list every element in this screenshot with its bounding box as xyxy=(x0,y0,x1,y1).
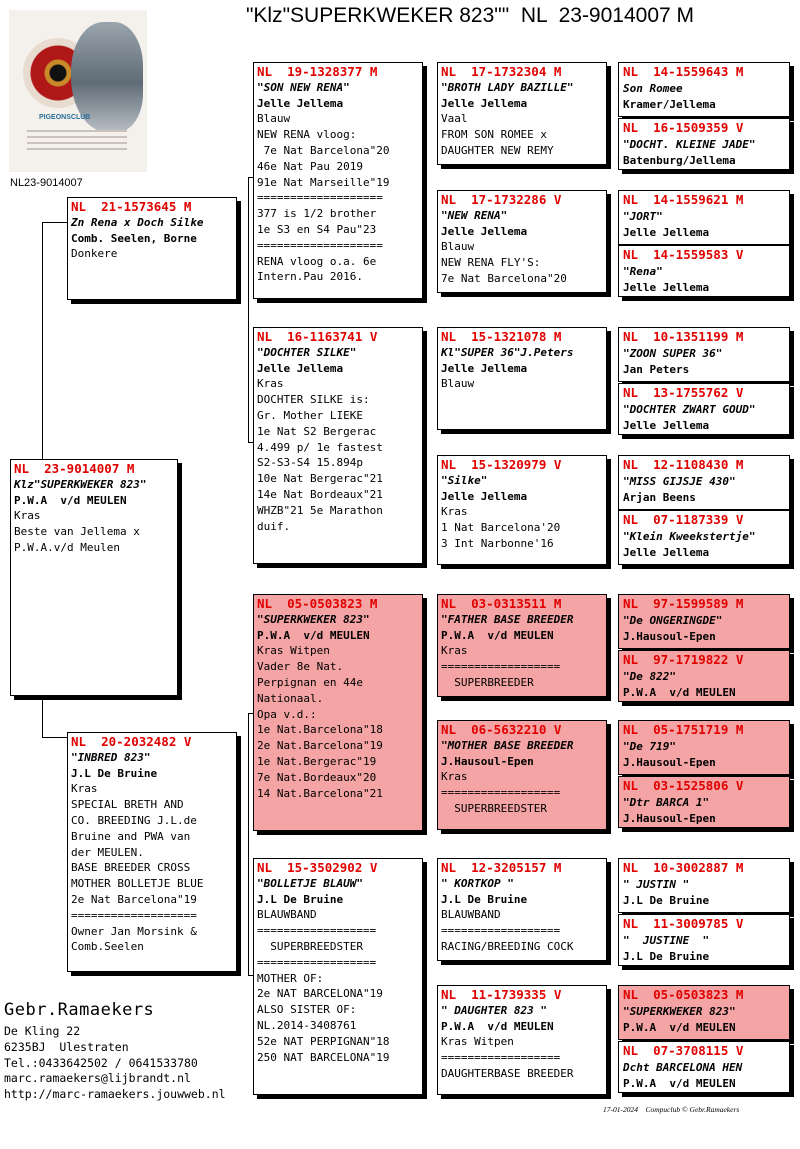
owner-name: J.L De Bruine xyxy=(623,950,710,963)
owner-name: J.L De Bruine xyxy=(441,892,528,906)
ring-number: NL 14-1559621 M xyxy=(623,192,744,207)
description-line: 377 is 1/2 brother xyxy=(257,207,377,221)
pigeon-name: Klz"SUPERKWEKER 823" xyxy=(14,477,147,491)
breeder-address xyxy=(4,1000,226,1103)
description-line: 1e Nat S2 Bergerac xyxy=(257,424,377,438)
description-line: Donkere xyxy=(71,247,118,261)
pigeon-card xyxy=(437,985,607,1095)
description-line: 52e NAT PERPIGNAN"18 xyxy=(257,1034,390,1048)
ring-number: NL 06-5632210 V xyxy=(441,722,562,737)
description-line: ================== xyxy=(441,660,561,674)
owner-name: Kramer/Jellema xyxy=(623,98,716,111)
description-line: 3 Int Narbonne'16 xyxy=(441,536,554,550)
owner-name: Batenburg/Jellema xyxy=(623,154,736,167)
owner-name: J.Hausoul-Epen xyxy=(623,756,716,769)
description-line: Opa v.d.: xyxy=(257,707,317,721)
description-line: DAUGHTERBASE BREEDER xyxy=(441,1066,574,1080)
pigeon-card xyxy=(618,245,790,297)
description-line: P.W.A.v/d Meulen xyxy=(14,540,120,554)
pigeon-name: "MISS GIJSJE 430" xyxy=(623,474,736,488)
description-line: der MEULEN. xyxy=(71,845,144,859)
description-line: SUPERBREEDER xyxy=(441,675,534,689)
description-line: 1e S3 en S4 Pau"23 xyxy=(257,222,377,236)
description-line: ================== xyxy=(257,955,377,969)
ring-number: NL 14-1559583 V xyxy=(623,247,744,262)
ring-number: NL 03-1525806 V xyxy=(623,778,744,793)
pigeon-name: Kl"SUPER 36"J.Peters xyxy=(441,345,574,359)
owner-name: J.L De Bruine xyxy=(257,892,344,906)
description-line: Blauw xyxy=(257,112,291,126)
description-line: SUPERBREEDSTER xyxy=(441,801,547,815)
description-line: NEW RENA FLY'S: xyxy=(441,256,541,270)
description-line: =================== xyxy=(257,238,383,252)
description-line: 7e Nat Barcelona"20 xyxy=(441,271,567,285)
owner-name: P.W.A v/d MEULEN xyxy=(441,1019,554,1033)
pigeon-name: "ZOON SUPER 36" xyxy=(623,346,723,360)
ring-number: NL 23-9014007 M xyxy=(14,461,135,476)
description-line: RACING/BREEDING COCK xyxy=(441,939,574,953)
photo-text-lines xyxy=(27,126,127,154)
website-link[interactable]: http://marc-ramaekers.jouwweb.nl xyxy=(4,1087,226,1102)
description-line: Kras xyxy=(441,644,468,658)
pigeon-name: "SUPERKWEKER 823" xyxy=(257,612,370,626)
description-line: Kras xyxy=(441,770,468,784)
owner-name: Jelle Jellema xyxy=(441,361,528,375)
owner-name: J.Hausoul-Epen xyxy=(623,812,716,825)
page-title: "Klz"SUPERKWEKER 823"" NL 23-9014007 M xyxy=(245,4,695,27)
ring-number: NL 17-1732286 V xyxy=(441,192,562,207)
description-line: =================== xyxy=(257,191,383,205)
description-line: Gr. Mother LIEKE xyxy=(257,408,363,422)
connector xyxy=(248,177,249,442)
description-line: Vader 8e Nat. xyxy=(257,660,344,674)
owner-name: J.Hausoul-Epen xyxy=(441,754,534,768)
description-line: Intern.Pau 2016. xyxy=(257,270,363,284)
breeder-name: Gebr.Ramaekers xyxy=(4,1000,155,1020)
pigeon-card xyxy=(618,1041,790,1093)
ring-number: NL 12-3205157 M xyxy=(441,860,562,875)
ring-number: NL 13-1755762 V xyxy=(623,385,744,400)
owner-name: Jelle Jellema xyxy=(441,96,528,110)
description-line: Blauw xyxy=(441,240,475,254)
pigeon-name: " KORTKOP " xyxy=(441,876,514,890)
description-line: duif. xyxy=(257,519,291,533)
description-line: 14e Nat Bordeaux"21 xyxy=(257,487,383,501)
description-line: SUPERBREEDSTER xyxy=(257,939,363,953)
email-line[interactable]: marc.ramaekers@lijbrandt.nl xyxy=(4,1071,191,1086)
description-line: Kras Witpen xyxy=(441,1035,514,1049)
pigeon-card xyxy=(253,594,423,831)
pigeon-name: Son Romee xyxy=(623,81,683,95)
description-line: CO. BREEDING J.L.de xyxy=(71,813,197,827)
ring-number: NL 10-3002887 M xyxy=(623,860,744,875)
description-line: RENA vloog o.a. 6e xyxy=(257,254,377,268)
pigeon-name: "DOCHT. KLEINE JADE" xyxy=(623,137,756,151)
pigeon-card xyxy=(437,190,607,293)
owner-name: P.W.A v/d MEULEN xyxy=(623,1021,736,1034)
ring-number: NL 14-1559643 M xyxy=(623,64,744,79)
ring-number: NL 05-0503823 M xyxy=(257,596,378,611)
owner-name: Jelle Jellema xyxy=(257,96,344,110)
pigeon-name: "FATHER BASE BREEDER xyxy=(441,612,574,626)
pigeon-name: "NEW RENA" xyxy=(441,208,508,222)
description-line: 1e Nat.Barcelona"18 xyxy=(257,723,383,737)
ring-number: NL 07-1187339 V xyxy=(623,512,744,527)
ring-number: NL 20-2032482 V xyxy=(71,734,192,749)
pigeon-card xyxy=(253,858,423,1095)
description-line: 1 Nat Barcelona'20 xyxy=(441,521,561,535)
description-line: Kras Witpen xyxy=(257,644,330,658)
description-line: Nationaal. xyxy=(257,691,324,705)
owner-name: Jelle Jellema xyxy=(623,419,710,432)
ring-number: NL 15-3502902 V xyxy=(257,860,378,875)
ring-number: NL 16-1163741 V xyxy=(257,329,378,344)
pigeon-card xyxy=(618,776,790,828)
description-line: S2-S3-S4 15.894p xyxy=(257,456,363,470)
description-line: Perpignan en 44e xyxy=(257,675,363,689)
description-line: 10e Nat Bergerac"21 xyxy=(257,472,383,486)
pigeon-name: "MOTHER BASE BREEDER xyxy=(441,738,574,752)
pigeon-card xyxy=(437,62,607,165)
pigeon-name: " JUSTINE " xyxy=(623,933,710,947)
pigeon-name: "DOCHTER SILKE" xyxy=(257,345,357,359)
connector xyxy=(42,737,69,738)
owner-name: Comb. Seelen, Borne xyxy=(71,231,197,245)
description-line: SPECIAL BRETH AND xyxy=(71,798,184,812)
ring-number: NL 97-1599589 M xyxy=(623,596,744,611)
pigeon-card xyxy=(67,197,237,300)
pigeon-card xyxy=(618,985,790,1040)
ring-number: NL 21-1573645 M xyxy=(71,199,192,214)
pigeon-name: " JUSTIN " xyxy=(623,877,690,891)
ring-number: NL 10-1351199 M xyxy=(623,329,744,344)
ring-number: NL 03-0313511 M xyxy=(441,596,562,611)
ring-number: NL 16-1509359 V xyxy=(623,120,744,135)
description-line: Vaal xyxy=(441,112,468,126)
description-line: Beste van Jellema x xyxy=(14,525,140,539)
description-line: 1e Nat.Bergerac"19 xyxy=(257,754,377,768)
description-line: MOTHER BOLLETJE BLUE xyxy=(71,877,204,891)
pigeon-name: "SON NEW RENA" xyxy=(257,80,350,94)
description-line: MOTHER OF: xyxy=(257,971,324,985)
pigeon-card xyxy=(618,383,790,435)
description-line: 46e Nat Pau 2019 xyxy=(257,159,363,173)
description-line: DOCHTER SILKE is: xyxy=(257,393,370,407)
pigeon-card xyxy=(253,62,423,299)
description-line: 2e NAT BARCELONA"19 xyxy=(257,987,383,1001)
pigeon-name: "INBRED 823" xyxy=(71,750,151,764)
ring-number: NL 97-1719822 V xyxy=(623,652,744,667)
pigeon-card xyxy=(618,594,790,649)
ring-number: NL 05-0503823 M xyxy=(623,987,744,1002)
owner-name: Arjan Beens xyxy=(623,491,696,504)
description-line: ================== xyxy=(441,924,561,938)
pigeon-card xyxy=(10,459,178,696)
description-line: 4.499 p/ 1e fastest xyxy=(257,440,383,454)
description-line: =================== xyxy=(71,908,197,922)
description-line: BLAUWBAND xyxy=(441,908,501,922)
footer-credit: 17-01-2024 Compuclub © Gebr.Ramaekers xyxy=(603,1105,740,1114)
owner-name: Jelle Jellema xyxy=(441,224,528,238)
owner-name: P.W.A v/d MEULEN xyxy=(257,628,370,642)
description-line: Kras xyxy=(441,505,468,519)
owner-name: J.L De Bruine xyxy=(71,766,158,780)
pigeon-name: "Silke" xyxy=(441,473,488,487)
owner-name: J.L De Bruine xyxy=(623,894,710,907)
ring-number: NL 05-1751719 M xyxy=(623,722,744,737)
pigeon-name: Zn Rena x Doch Silke xyxy=(71,215,204,229)
pigeon-name: "BROTH LADY BAZILLE" xyxy=(441,80,574,94)
description-line: Comb.Seelen xyxy=(71,940,144,954)
description-line: Kras xyxy=(14,509,41,523)
connector xyxy=(42,222,69,223)
owner-name: Jelle Jellema xyxy=(623,281,710,294)
description-line: Bruine and PWA van xyxy=(71,829,191,843)
description-line: 2e Nat.Barcelona"19 xyxy=(257,739,383,753)
pigeon-name: "Rena" xyxy=(623,264,663,278)
owner-name: Jelle Jellema xyxy=(623,546,710,559)
pigeon-card xyxy=(67,732,237,972)
description-line: BASE BREEDER CROSS xyxy=(71,861,191,875)
pigeon-name: "De ONGERINGDE" xyxy=(623,613,723,627)
pigeon-card xyxy=(437,455,607,565)
description-line: FROM SON ROMEE x xyxy=(441,128,547,142)
pigeon-card xyxy=(437,594,607,697)
ring-number: NL 12-1108430 M xyxy=(623,457,744,472)
owner-name: Jelle Jellema xyxy=(257,361,344,375)
description-line: NEW RENA vloog: xyxy=(257,128,357,142)
pigeon-photo xyxy=(9,10,147,172)
ring-number: NL 15-1320979 V xyxy=(441,457,562,472)
pigeon-name: "Dtr BARCA 1" xyxy=(623,795,710,809)
description-line: NL.2014-3408761 xyxy=(257,1018,357,1032)
description-line: Blauw xyxy=(441,377,475,391)
description-line: 14 Nat.Barcelona"21 xyxy=(257,786,383,800)
pigeon-card xyxy=(437,720,607,830)
pigeon-card xyxy=(618,510,790,565)
pigeon-card xyxy=(253,327,423,564)
pigeon-card xyxy=(618,650,790,702)
owner-name: P.W.A v/d MEULEN xyxy=(441,628,554,642)
description-line: ================== xyxy=(441,786,561,800)
pigeon-card xyxy=(618,858,790,913)
owner-name: P.W.A v/d MEULEN xyxy=(623,1077,736,1090)
pigeon-name: "De 719" xyxy=(623,739,676,753)
pigeon-name: "Klein Kweekstertje" xyxy=(623,529,756,543)
owner-name: Jelle Jellema xyxy=(441,489,528,503)
ring-number: NL 11-3009785 V xyxy=(623,916,744,931)
pigeon-name: "BOLLETJE BLAUW" xyxy=(257,876,363,890)
address-line: De Kling 22 xyxy=(4,1024,81,1038)
pigeon-card xyxy=(618,914,790,966)
description-line: 91e Nat Marseille"19 xyxy=(257,175,390,189)
pigeon-card xyxy=(618,118,790,170)
owner-name: J.Hausoul-Epen xyxy=(623,630,716,643)
description-line: Kras xyxy=(257,377,284,391)
ring-number: NL 11-1739335 V xyxy=(441,987,562,1002)
pigeon-card xyxy=(618,190,790,245)
description-line: ALSO SISTER OF: xyxy=(257,1003,357,1017)
pigeon-name: "SUPERKWEKER 823" xyxy=(623,1004,736,1018)
description-line: 7e Nat Barcelona"20 xyxy=(257,143,390,157)
description-line: ================== xyxy=(441,1051,561,1065)
pigeon-name: "DOCHTER ZWART GOUD" xyxy=(623,402,756,416)
ring-number: NL 19-1328377 M xyxy=(257,64,378,79)
pigeon-card xyxy=(618,720,790,775)
description-line: Kras xyxy=(71,782,98,796)
pigeon-name: "JORT" xyxy=(623,209,663,223)
owner-name: P.W.A v/d MEULEN xyxy=(623,686,736,699)
pigeon-card xyxy=(618,455,790,510)
ring-number: NL 07-3708115 V xyxy=(623,1043,744,1058)
description-line: BLAUWBAND xyxy=(257,908,317,922)
description-line: Owner Jan Morsink & xyxy=(71,924,197,938)
description-line: 2e Nat Barcelona"19 xyxy=(71,892,197,906)
photo-logo: PIGEONSCLUB xyxy=(39,114,91,121)
pigeon-name: " DAUGHTER 823 " xyxy=(441,1003,547,1017)
description-line: 250 NAT BARCELONA"19 xyxy=(257,1050,390,1064)
ring-number: NL 15-1321078 M xyxy=(441,329,562,344)
owner-name: Jelle Jellema xyxy=(623,226,710,239)
description-line: DAUGHTER NEW REMY xyxy=(441,143,554,157)
pigeon-card xyxy=(437,858,607,961)
pigeon-card xyxy=(618,62,790,117)
pigeon-card xyxy=(618,327,790,382)
pigeon-name: "De 822" xyxy=(623,669,676,683)
description-line: WHZB"21 5e Marathon xyxy=(257,503,383,517)
phone-line: Tel.:0433642502 / 0641533780 xyxy=(4,1055,198,1070)
address-line: 6235BJ Ulestraten xyxy=(4,1039,129,1054)
owner-name: Jan Peters xyxy=(623,363,690,376)
photo-caption: NL23-9014007 xyxy=(10,177,83,189)
ring-number: NL 17-1732304 M xyxy=(441,64,562,79)
description-line: ================== xyxy=(257,924,377,938)
pigeon-name: Dcht BARCELONA HEN xyxy=(623,1060,743,1074)
owner-name: P.W.A v/d MEULEN xyxy=(14,493,127,507)
connector xyxy=(248,713,249,975)
pigeon-card xyxy=(437,327,607,430)
description-line: 7e Nat.Bordeaux"20 xyxy=(257,770,377,784)
